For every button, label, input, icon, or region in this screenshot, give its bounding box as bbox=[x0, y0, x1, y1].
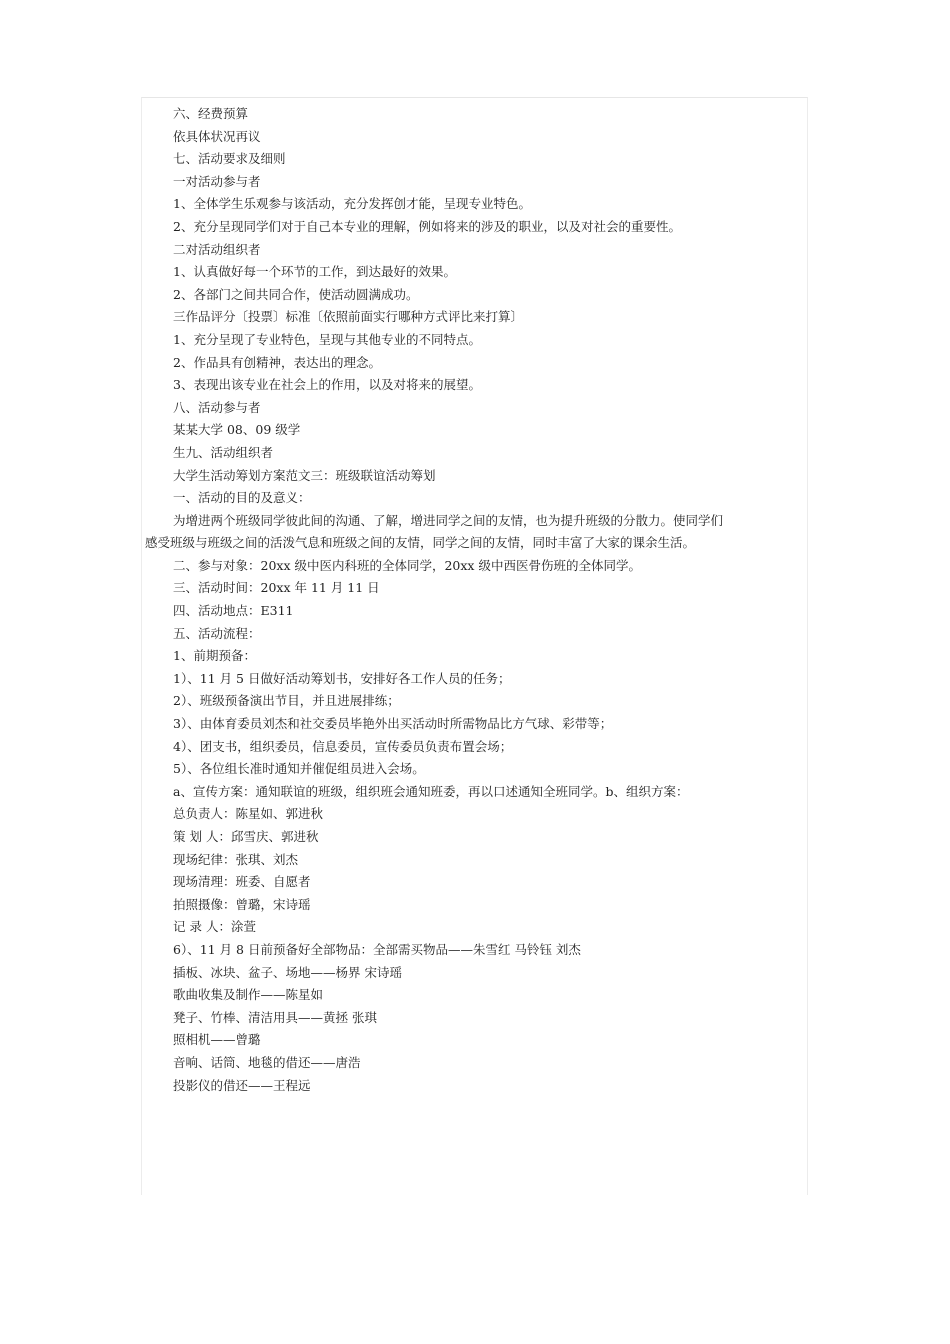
text-line: 策 划 人：邱雪庆、郭进秋 bbox=[173, 829, 319, 844]
text-line: 六、经费预算 bbox=[173, 106, 249, 121]
document-body bbox=[145, 103, 805, 1097]
text-line: 投影仪的借还——王程远 bbox=[173, 1077, 311, 1093]
text-line: 凳子、竹棒、清洁用具——黄拯 张琪 bbox=[173, 1009, 377, 1025]
text-line: 三作品评分〔投票〕标准〔依照前面实行哪种方式评比来打算〕 bbox=[173, 309, 524, 325]
text-line: 八、活动参与者 bbox=[173, 399, 261, 415]
text-line: a、宣传方案：通知联谊的班级，组织班会通知班委，再以口述通知全班同学。b、组织方案： bbox=[173, 783, 689, 799]
text-line: 大学生活动筹划方案范文三：班级联谊活动筹划 bbox=[173, 467, 436, 483]
section-after bbox=[173, 555, 805, 1097]
text-line: 五、活动流程： bbox=[173, 625, 261, 641]
text-line: 1）、11 月 5 日做好活动筹划书，安排好各工作人员的任务； bbox=[173, 670, 511, 686]
text-line: 现场清理：班委、自愿者 bbox=[173, 874, 311, 890]
text-line: 2）、班级预备演出节目，并且进展排练； bbox=[173, 693, 400, 709]
paragraph-line-first: 为增进两个班级同学彼此间的沟通、了解，增进同学之间的友情，也为提升班级的分散力。使同学们 bbox=[173, 512, 724, 528]
text-line: 七、活动要求及细则 bbox=[173, 151, 286, 167]
text-line: 某某大学 08、09 级学 bbox=[173, 422, 301, 438]
text-line: 5）、各位组长准时通知并催促组员进入会场。 bbox=[173, 761, 425, 777]
text-line: 1、充分呈现了专业特色，呈现与其他专业的不同特点。 bbox=[173, 331, 481, 347]
text-line: 1、认真做好每一个环节的工作，到达最好的效果。 bbox=[173, 264, 456, 280]
text-line: 2、各部门之间共同合作，使活动圆满成功。 bbox=[173, 286, 419, 302]
text-line: 生九、活动组织者 bbox=[173, 444, 274, 460]
purpose-paragraph bbox=[145, 510, 805, 555]
text-line: 6）、11 月 8 日前预备好全部物品：全部需买物品——朱雪红 马铃钰 刘杰 bbox=[173, 941, 581, 957]
text-line: 拍照摄像：曾璐，宋诗瑶 bbox=[173, 896, 311, 912]
text-line: 二对活动组织者 bbox=[173, 241, 261, 257]
text-line: 音响、话筒、地毯的借还——唐浩 bbox=[173, 1054, 361, 1070]
text-line: 依具体状况再议 bbox=[173, 128, 261, 144]
text-line: 记 录 人：涂萱 bbox=[173, 919, 256, 935]
text-line: 现场纪律：张琪、刘杰 bbox=[173, 851, 299, 867]
text-line: 1、全体学生乐观参与该活动，充分发挥创才能，呈现专业特色。 bbox=[173, 196, 531, 212]
text-line: 四、活动地点：E311 bbox=[173, 603, 294, 619]
text-line: 一对活动参与者 bbox=[173, 173, 261, 189]
text-line: 总负责人：陈星如、郭进秋 bbox=[173, 806, 324, 822]
text-line: 二、参与对象：20xx 级中医内科班的全体同学，20xx 级中西医骨伤班的全体同学。 bbox=[173, 557, 641, 573]
text-line: 4）、团支书，组织委员，信息委员，宣传委员负责布置会场； bbox=[173, 738, 513, 754]
text-line: 3、表现出该专业在社会上的作用，以及对将来的展望。 bbox=[173, 377, 481, 393]
paragraph-line-continued: 感受班级与班级之间的活泼气息和班级之间的友情，同学之间的友情，同时丰富了大家的课余生活。 bbox=[145, 535, 696, 551]
text-line: 三、活动时间：20xx 年 11 月 11 日 bbox=[173, 580, 380, 596]
text-line: 2、充分呈现同学们对于自己本专业的理解，例如将来的涉及的职业，以及对社会的重要性。 bbox=[173, 218, 681, 234]
text-line: 3）、由体育委员刘杰和社交委员毕艳外出买活动时所需物品比方气球、彩带等； bbox=[173, 716, 613, 732]
text-line: 1、前期预备： bbox=[173, 648, 256, 664]
text-line: 2、作品具有创精神，表达出的理念。 bbox=[173, 354, 381, 370]
text-line: 照相机——曾璐 bbox=[173, 1032, 261, 1048]
text-line: 插板、冰块、盆子、场地——杨界 宋诗瑶 bbox=[173, 964, 402, 980]
text-line: 歌曲收集及制作——陈星如 bbox=[173, 987, 324, 1003]
section-before bbox=[173, 103, 805, 510]
text-line: 一、活动的目的及意义： bbox=[173, 490, 311, 506]
